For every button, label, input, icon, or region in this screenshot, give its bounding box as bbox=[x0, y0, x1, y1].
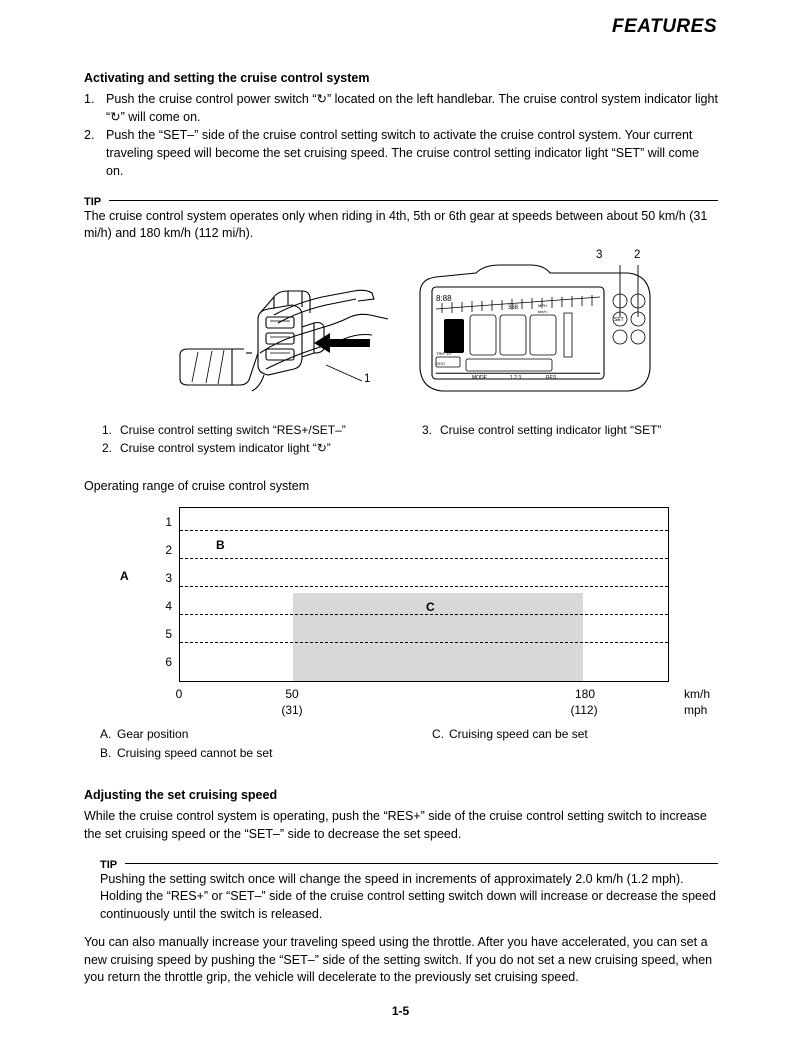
svg-text:MPH: MPH bbox=[538, 303, 547, 309]
grid-line bbox=[180, 586, 668, 587]
meter-panel-drawing bbox=[414, 257, 664, 407]
y-tick-5: 5 bbox=[165, 627, 172, 642]
svg-text:1 2 3: 1 2 3 bbox=[510, 375, 522, 382]
list-item bbox=[422, 421, 722, 439]
y-tick-6: 6 bbox=[165, 655, 172, 670]
chart-legend-right bbox=[432, 725, 588, 744]
chart-legend-left bbox=[100, 725, 272, 762]
list-item bbox=[84, 91, 718, 127]
tip-text: Pushing the setting switch once will change the speed in increments of approximately 2.0 km/h (1.2 mph). Holding the “RES+” or “SET–” side of the cruise control setting switch down will increase or decrease the speed continuously until the switch is released. bbox=[100, 871, 716, 921]
x-tick-180: 180 bbox=[574, 687, 596, 702]
legend-key: 1. bbox=[102, 423, 113, 438]
y-tick-4: 4 bbox=[165, 599, 172, 614]
tip-block-increments bbox=[100, 856, 718, 924]
figure-legend bbox=[84, 421, 718, 465]
list-item bbox=[100, 725, 272, 744]
svg-text:km/h: km/h bbox=[538, 309, 547, 315]
callout-3: 3 bbox=[596, 249, 603, 262]
activation-steps-list bbox=[84, 91, 718, 181]
page-number: 1-5 bbox=[391, 1004, 410, 1018]
axis-label-a: A bbox=[120, 569, 129, 584]
cruise-enabled-region bbox=[293, 593, 583, 681]
list-item bbox=[102, 421, 432, 439]
list-item bbox=[84, 127, 718, 180]
meter-panel-illustration bbox=[414, 249, 664, 407]
svg-text:RES: RES bbox=[546, 375, 557, 382]
list-item-number: 1. bbox=[84, 91, 95, 106]
chart-title: Operating range of cruise control system bbox=[84, 479, 310, 494]
x-unit-mph: mph bbox=[684, 703, 708, 718]
figure-legend-left bbox=[102, 421, 432, 457]
handlebar-switch-illustration bbox=[174, 257, 414, 407]
figure-legend-right bbox=[422, 421, 722, 439]
legend-text: Cruising speed cannot be set bbox=[117, 745, 273, 760]
legend-key: B. bbox=[100, 745, 112, 760]
list-item-text: Push the “SET–” side of the cruise control setting switch to activate the cruise control system. Your current traveling speed will become the set cruising speed. The cruise control setting indicator light “SET” will come on. bbox=[106, 128, 700, 178]
tip-header bbox=[84, 193, 718, 208]
legend-text: Cruise control system indicator light “↻” bbox=[120, 441, 331, 456]
legend-key: 2. bbox=[102, 441, 113, 456]
tip-block-operating-range bbox=[84, 193, 718, 244]
legend-text: Cruising speed can be set bbox=[449, 727, 588, 742]
svg-text:SET: SET bbox=[614, 317, 624, 324]
chart-plot-area bbox=[179, 507, 669, 682]
legend-key: C. bbox=[432, 727, 444, 742]
page-header-title: FEATURES bbox=[612, 16, 717, 37]
grid-line bbox=[180, 558, 668, 559]
tip-text: The cruise control system operates only when riding in 4th, 5th or 6th gear at speeds between about 50 km/h (31 mi/h) and 180 km/h (112 mi/h). bbox=[84, 208, 708, 241]
adjusting-intro-text: While the cruise control system is operating, push the “RES+” side of the cruise control setting switch to increase the set cruising speed or the “SET–” side to decrease the set speed. bbox=[84, 809, 707, 841]
section-heading-adjusting: Adjusting the set cruising speed bbox=[84, 788, 278, 803]
legend-key: 3. bbox=[422, 423, 433, 438]
region-label-b: B bbox=[216, 538, 225, 553]
svg-text:MODE: MODE bbox=[472, 375, 487, 382]
section-adjusting bbox=[84, 787, 718, 987]
y-tick-2: 2 bbox=[165, 543, 172, 558]
list-item bbox=[102, 439, 432, 457]
legend-text: Cruise control setting indicator light “SET” bbox=[440, 423, 662, 438]
page-content bbox=[84, 70, 718, 987]
callout-1: 1 bbox=[364, 373, 371, 386]
adjusting-closing-text: You can also manually increase your traveling speed using the throttle. After you have accelerated, you can set a new cruising speed by pushing the “SET–” side of the setting switch. If you do not set a new cruising speed, when you return the throttle grip, the vehicle will decelerate to the previously set cruising speed. bbox=[84, 934, 713, 985]
figure-group bbox=[84, 249, 718, 415]
y-tick-3: 3 bbox=[165, 571, 172, 586]
y-tick-1: 1 bbox=[165, 515, 172, 530]
tip-divider bbox=[125, 863, 718, 864]
svg-text:ODO: ODO bbox=[436, 361, 446, 367]
x-tick-50: 50 bbox=[285, 687, 299, 702]
legend-text: Gear position bbox=[117, 727, 189, 742]
x-tick-112: (112) bbox=[570, 703, 598, 718]
x-tick-31: (31) bbox=[281, 703, 303, 718]
tip-label: TIP bbox=[84, 195, 102, 208]
svg-text:TRIP 1/F: TRIP 1/F bbox=[436, 351, 452, 357]
tip-header bbox=[100, 856, 718, 871]
tip-divider bbox=[109, 200, 718, 201]
list-item-text: Push the cruise control power switch “↻” located on the left handlebar. The cruise control system indicator light “↻” will come on. bbox=[106, 91, 718, 124]
callout-2: 2 bbox=[634, 249, 641, 262]
operating-range-chart bbox=[84, 501, 718, 721]
svg-text:388: 388 bbox=[508, 305, 519, 312]
grid-line bbox=[180, 642, 668, 643]
chart-legend bbox=[84, 725, 718, 763]
region-label-c: C bbox=[426, 600, 435, 615]
pointer-arrow bbox=[314, 333, 370, 353]
tip-label: TIP bbox=[100, 858, 118, 871]
svg-text:8:88: 8:88 bbox=[436, 294, 452, 304]
legend-text: Cruise control setting switch “RES+/SET–” bbox=[120, 423, 346, 438]
list-item bbox=[432, 725, 588, 744]
x-tick-0: 0 bbox=[175, 687, 183, 702]
grid-line bbox=[180, 530, 668, 531]
grid-line bbox=[180, 614, 668, 615]
section-heading-activating: Activating and setting the cruise control system bbox=[84, 71, 370, 85]
handlebar-switch-drawing bbox=[174, 257, 414, 407]
list-item bbox=[100, 744, 272, 763]
x-unit-kmh: km/h bbox=[684, 687, 711, 702]
list-item-number: 2. bbox=[84, 128, 95, 143]
legend-key: A. bbox=[100, 727, 112, 742]
